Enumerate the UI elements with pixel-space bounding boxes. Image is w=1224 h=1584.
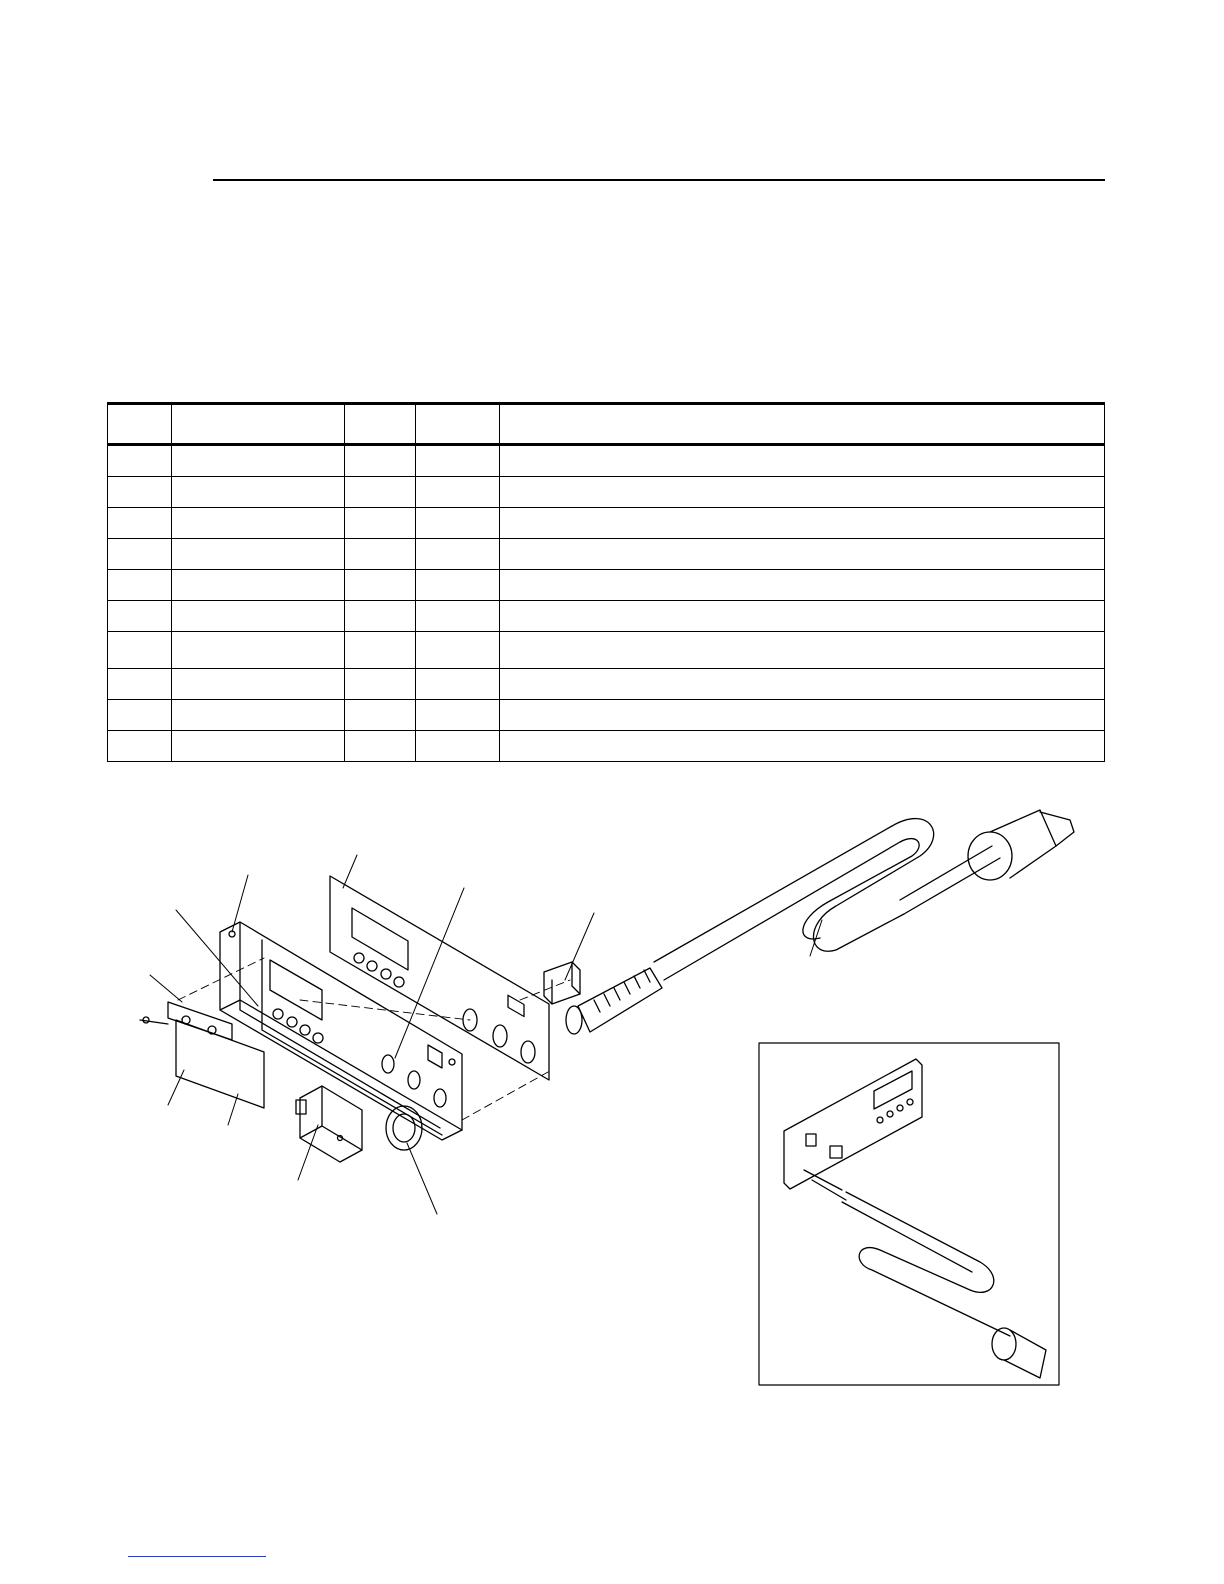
table-cell — [500, 508, 1105, 539]
table-cell — [345, 632, 416, 669]
table-cell — [345, 669, 416, 700]
table-cell — [345, 445, 416, 477]
callout-leaders — [150, 855, 822, 1214]
table-cell — [172, 700, 345, 731]
table-cell — [500, 539, 1105, 570]
table-cell — [172, 477, 345, 508]
table-row — [108, 508, 1105, 539]
table-cell — [416, 508, 500, 539]
exploded-assembly-diagram — [0, 790, 1224, 1430]
table-cell — [108, 477, 172, 508]
parts-list-table — [107, 402, 1105, 762]
power-cord-assembly — [566, 810, 1074, 1034]
table-row — [108, 731, 1105, 762]
table-cell — [500, 477, 1105, 508]
inset-detail-view — [759, 1043, 1059, 1385]
table-cell — [416, 700, 500, 731]
table-cell — [345, 731, 416, 762]
table-cell — [108, 508, 172, 539]
table-cell — [345, 508, 416, 539]
receptacle-block — [296, 1086, 362, 1162]
table-cell — [416, 601, 500, 632]
leader-line-panel-overlay — [343, 855, 357, 888]
table-cell — [416, 445, 500, 477]
leader-line-screw — [176, 910, 258, 1006]
col-header-qty — [345, 404, 416, 445]
table-cell — [108, 669, 172, 700]
table-cell — [172, 669, 345, 700]
table-row — [108, 601, 1105, 632]
table-cell — [500, 632, 1105, 669]
col-header-item — [108, 404, 172, 445]
leader-line-cover-plate — [150, 975, 182, 1002]
table-cell — [172, 445, 345, 477]
table-cell — [172, 632, 345, 669]
table-row — [108, 477, 1105, 508]
col-header-unit — [416, 404, 500, 445]
table-cell — [345, 601, 416, 632]
table-cell — [345, 700, 416, 731]
table-row — [108, 700, 1105, 731]
col-header-part-number — [172, 404, 345, 445]
table-cell — [345, 477, 416, 508]
table-cell — [500, 700, 1105, 731]
table-cell — [172, 508, 345, 539]
table-cell — [108, 601, 172, 632]
table-cell — [345, 539, 416, 570]
table-cell — [108, 700, 172, 731]
table-cell — [416, 570, 500, 601]
table-cell — [108, 632, 172, 669]
table-cell — [500, 601, 1105, 632]
table-cell — [108, 445, 172, 477]
table-cell — [172, 731, 345, 762]
table-cell — [108, 539, 172, 570]
header-rule — [213, 179, 1105, 181]
table-cell — [500, 731, 1105, 762]
front-overlay-panel — [330, 876, 549, 1080]
chassis-bracket — [220, 922, 462, 1140]
table-row — [108, 570, 1105, 601]
table-row — [108, 539, 1105, 570]
table-cell — [172, 601, 345, 632]
leader-line-standoff — [395, 888, 464, 1058]
table-cell — [416, 669, 500, 700]
table-cell — [172, 539, 345, 570]
rear-cover-plate — [140, 1002, 264, 1108]
table-cell — [345, 570, 416, 601]
table-cell — [500, 445, 1105, 477]
table-cell — [416, 632, 500, 669]
footer-link-underline[interactable] — [128, 1556, 266, 1557]
table-cell — [108, 570, 172, 601]
table-row — [108, 632, 1105, 669]
table-cell — [416, 731, 500, 762]
table-cell — [500, 669, 1105, 700]
leader-line-locknut — [407, 1143, 437, 1214]
col-header-description — [500, 404, 1105, 445]
table-cell — [172, 570, 345, 601]
table-cell — [108, 731, 172, 762]
table-cell — [500, 570, 1105, 601]
table-cell — [416, 539, 500, 570]
table-row — [108, 445, 1105, 477]
table-row — [108, 669, 1105, 700]
table-cell — [416, 477, 500, 508]
table-header-row — [108, 404, 1105, 445]
